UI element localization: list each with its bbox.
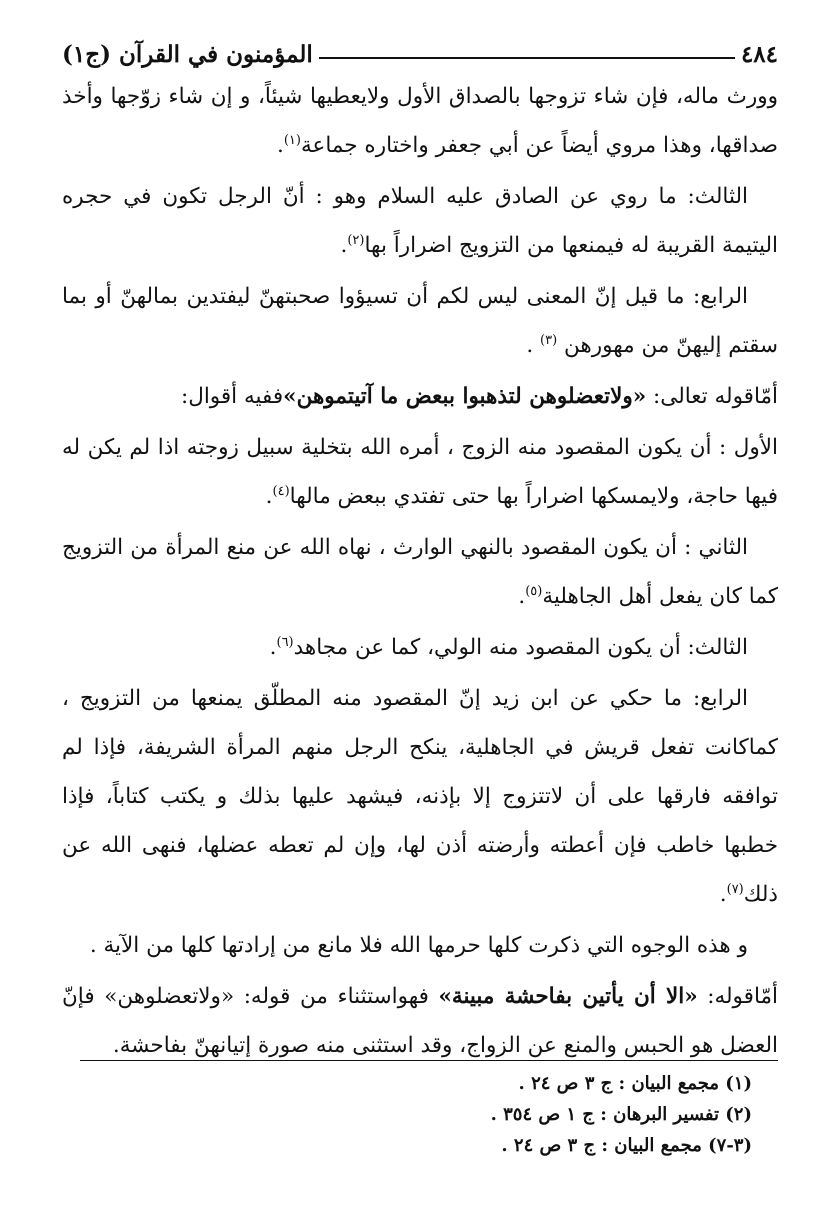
paragraph-2: الثالث: ما روي عن الصادق عليه السلام وهو : أنّ الرجل تكون في حجره اليتيمة القريبة له فيمنعها من التزويج اضراراً بها$^{(٢)}$. [62, 184, 778, 258]
paragraph-1: وورث ماله، فإن شاء تزوجها بالصداق الأول ولايعطيها شيئاً، و إن شاء زوّجها وأخذ صداقها، وهذا مروي أيضاً عن أبي جعفر واختاره جماعة$^{(١)}$. [62, 84, 778, 158]
paragraph-8: الرابع: ما حكي عن ابن زيد إنّ المقصود منه المطلّق يمنعها من التزويج ، كماكانت تفعل قريش في الجاهلية، ينكح الرجل منهم المرأة الشريفة، فإذا لم توافقه فارقها على أن لاتتزوج إلا بإذنه، فيشهد عليها بذلك و يكتب كتاباً، فإذا خطبها خاطب فإن أعطته وأرضته أذن لها، وإن لم تعطه عضلها، فنهى الله عن ذلك$^{(٧)}$. [62, 686, 778, 907]
page-number: ٤٨٤ [740, 41, 778, 68]
paragraph-5: الأول : أن يكون المقصود منه الزوج ، أمره الله بتخلية سبيل زوجته اذا لم يكن له فيها حاجة، ولايمسكها اضراراً بها حتى تفتدي ببعض مالها$^{(٤)}$. [62, 435, 778, 509]
footnote-ref-5: (٥) [525, 583, 543, 599]
paragraph-6: الثاني : أن يكون المقصود بالنهي الوارث ، نهاه الله عن منع المرأة من التزويج كما كان يفعل أهل الجاهلية$^{(٥)}$. [62, 535, 778, 609]
footnote-2: (٢) تفسير البرهان : ج ١ ص ٣٥٤ . [490, 1104, 752, 1125]
footnote-3: (٣-٧) مجمع البيان : ج ٣ ص ٢٤ . [501, 1135, 752, 1156]
footnote-1: (١) مجمع البيان : ج ٣ ص ٢٤ . [518, 1073, 752, 1094]
page-header [62, 28, 778, 68]
page-body [62, 72, 778, 1070]
paragraph-3: الرابع: ما قيل إنّ المعنى ليس لكم أن تسيؤوا صحبتهنّ ليفتدين بمالهنّ أو بما سقتم إليهنّ من مهورهن $^{(٣)}$ . [62, 284, 778, 358]
verse-quote-2: «الا أن يأتين بفاحشة مبينة» [438, 984, 698, 1009]
paragraph-9: و هذه الوجوه التي ذكرت كلها حرمها الله فلا مانع من إرادتها كلها من الآية . [89, 933, 748, 958]
paragraph-7: الثالث: أن يكون المقصود منه الولي، كما عن مجاهد$^{(٦)}$. [269, 634, 748, 660]
footnote-ref-2: (٢) [347, 232, 365, 248]
header-rule [319, 57, 735, 59]
footnote-ref-6: (٦) [276, 634, 294, 650]
footnotes [491, 1068, 752, 1161]
verse-quote-1: «ولاتعضلوهن لتذهبوا ببعض ما آتيتموهن» [283, 384, 647, 409]
footnote-ref-4: (٤) [272, 483, 290, 499]
paragraph-10: أمّاقوله: «الا أن يأتين بفاحشة مبينة» فهواستثناء من قوله: «ولاتعضلوهن» فإنّ العضل هو الحبس والمنع عن الزواج، وقد استثنى منه صورة إتيانهنّ بفاحشة. [62, 984, 778, 1058]
footnote-ref-7: (٧) [726, 881, 744, 897]
footnote-rule [80, 1060, 778, 1061]
paragraph-4: أمّاقوله تعالى: «ولاتعضلوهن لتذهبوا ببعض ما آتيتموهن»ففيه أقوال: [180, 384, 778, 409]
footnote-ref-1: (١) [283, 132, 301, 148]
running-title: المؤمنون في القرآن (ج١) [62, 41, 313, 68]
footnote-ref-3: (٣) [540, 332, 558, 348]
